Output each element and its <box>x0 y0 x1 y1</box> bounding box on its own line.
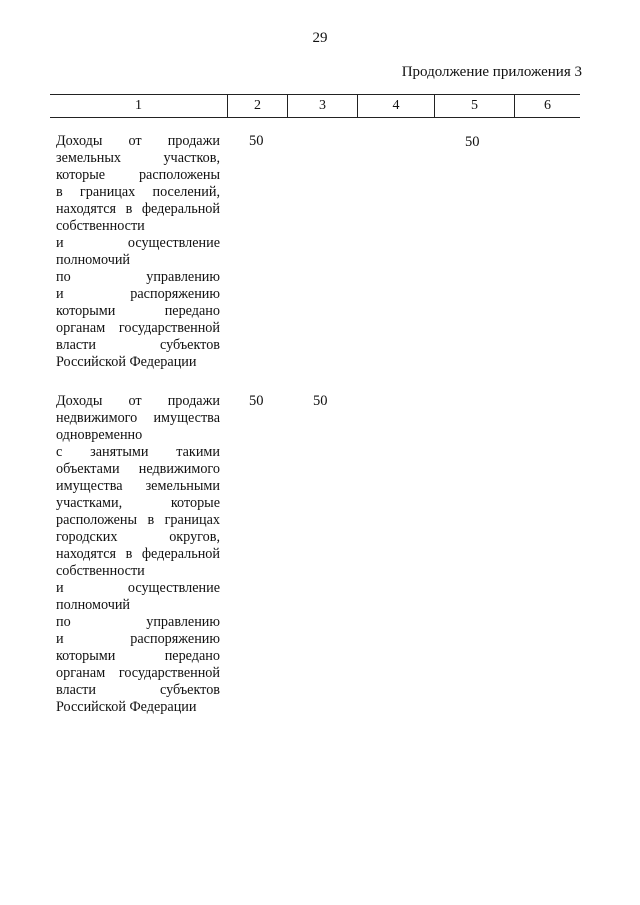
table-row-1-description <box>56 133 220 371</box>
description-line: по управлению <box>56 614 220 630</box>
page-number: 29 <box>312 30 328 46</box>
column-header-5: 5 <box>435 95 515 117</box>
table-row-2-col2-value: 50 <box>249 393 264 409</box>
description-line: полномочий <box>56 597 131 613</box>
description-line: и распоряжению <box>56 631 220 647</box>
table-column-header-row <box>50 94 580 118</box>
table-row-2-col3-value: 50 <box>313 393 328 409</box>
description-line: власти субъектов <box>56 682 220 698</box>
table-row-1-col2-value: 50 <box>249 133 264 149</box>
column-header-2: 2 <box>228 95 288 117</box>
description-line: одновременно <box>56 427 143 443</box>
description-line: которыми передано <box>56 648 220 664</box>
column-header-6: 6 <box>544 98 551 113</box>
description-line: недвижимого имущества <box>56 410 220 426</box>
description-line: полномочий <box>56 252 131 268</box>
description-line: Доходы от продажи <box>56 393 220 409</box>
table-row-2-description <box>56 393 220 716</box>
column-header-3: 3 <box>288 95 358 117</box>
description-line: земельных участков, <box>56 150 220 166</box>
column-header-1: 1 <box>50 95 228 117</box>
description-line: городских округов, <box>56 529 220 545</box>
table-row-1-col5-value: 50 <box>465 134 480 150</box>
description-line: собственности <box>56 218 145 234</box>
description-line: органам государственной <box>56 665 220 681</box>
description-line: объектами недвижимого <box>56 461 220 477</box>
description-line: которые расположены <box>56 167 220 183</box>
description-line: Российской Федерации <box>56 699 197 715</box>
column-header-4: 4 <box>358 95 435 117</box>
description-line: власти субъектов <box>56 337 220 353</box>
description-line: в границах поселений, <box>56 184 220 200</box>
description-line: и осуществление <box>56 580 220 596</box>
description-line: находятся в федеральной <box>56 201 220 217</box>
description-line: находятся в федеральной <box>56 546 220 562</box>
description-line: Доходы от продажи <box>56 133 220 149</box>
description-line: участками, которые <box>56 495 220 511</box>
description-line: органам государственной <box>56 320 220 336</box>
description-line: и распоряжению <box>56 286 220 302</box>
description-line: Российской Федерации <box>56 354 197 370</box>
description-line: с занятыми такими <box>56 444 220 460</box>
description-line: и осуществление <box>56 235 220 251</box>
description-line: которыми передано <box>56 303 220 319</box>
description-line: расположены в границах <box>56 512 220 528</box>
appendix-continuation-label: Продолжение приложения 3 <box>401 64 582 80</box>
description-line: собственности <box>56 563 145 579</box>
description-line: по управлению <box>56 269 220 285</box>
description-line: имущества земельными <box>56 478 220 494</box>
